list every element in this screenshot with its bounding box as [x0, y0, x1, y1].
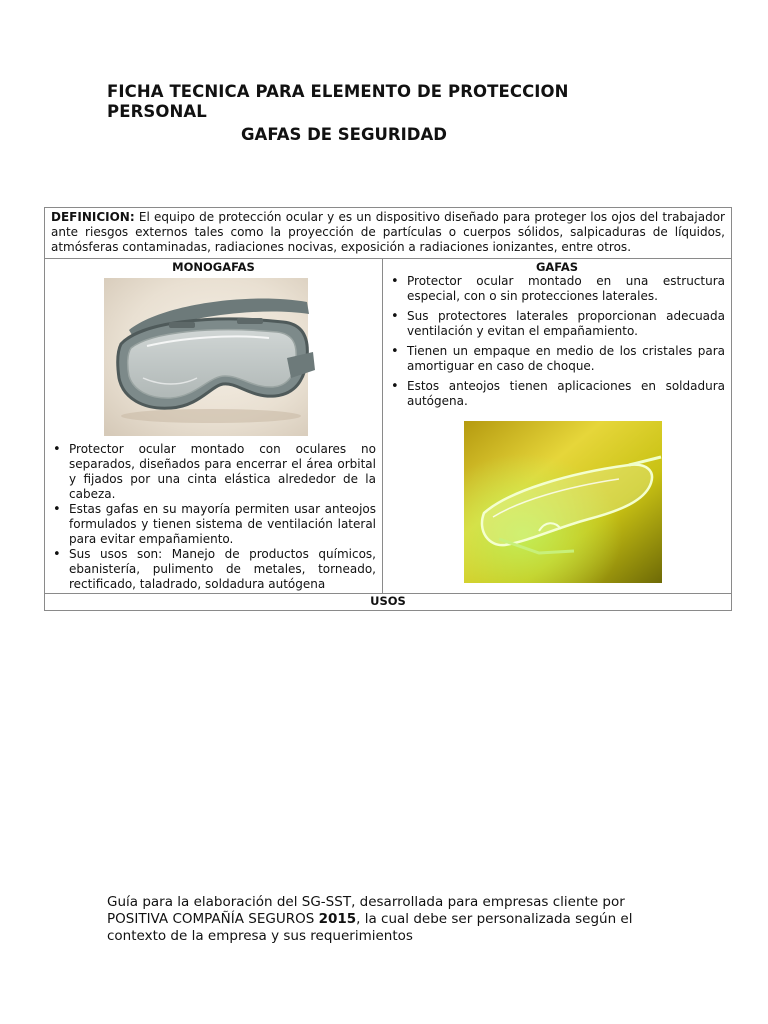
- list-item: • Estas gafas en su mayoría permiten usar anteojos formulados y tienen sistema de ventilación lateral para evitar empañamiento.: [69, 502, 376, 547]
- definition-row: [45, 208, 732, 259]
- document-title: FICHA TECNICA PARA ELEMENTO DE PROTECCION PERSONAL: [107, 82, 569, 121]
- definition-label: DEFINICION:: [51, 210, 135, 224]
- safety-glasses-photo: [389, 421, 725, 583]
- footer-text-before: Guía para la elaboración del SG-SST, desarrollada para empresas cliente por POSITIVA COMPAÑÍA SEGUROS: [107, 894, 625, 927]
- footer-text-after: , la cual debe ser personalizada según el contexto de la empresa y sus requerimientos: [107, 911, 633, 944]
- gafas-header: GAFAS: [535, 260, 579, 274]
- types-row: [45, 259, 732, 594]
- list-item: • Sus usos son: Manejo de productos químicos, ebanistería, pulimento de metales, torneado, rectificado, taladrado, soldadura autógena: [69, 547, 376, 592]
- usos-row: [45, 594, 732, 611]
- technical-sheet-table: [44, 207, 732, 611]
- list-item: • Protector ocular montado en una estructura especial, con o sin protecciones laterales.: [407, 274, 725, 304]
- usos-header: USOS: [45, 594, 732, 611]
- monogafas-header: MONOGAFAS: [172, 260, 255, 274]
- definition-cell: [45, 208, 732, 259]
- list-item: • Estos anteojos tienen aplicaciones en soldadura autógena.: [407, 379, 725, 409]
- definition-text: El equipo de protección ocular y es un dispositivo diseñado para proteger los ojos del trabajador ante riesgos externos tales como la proyección de partículas o cuerpos sólidos, salpicaduras de líquidos, atmósferas contaminadas, radiaciones nocivas, exposición a radiaciones ionizantes, entre otros.: [51, 210, 725, 254]
- list-item: • Tienen un empaque en medio de los cristales para amortiguar en caso de choque.: [407, 344, 725, 374]
- gafas-image: [389, 421, 725, 583]
- monogafas-image: [51, 278, 376, 436]
- monogafas-bullets: [51, 442, 376, 592]
- document-subtitle: GAFAS DE SEGURIDAD: [241, 125, 447, 144]
- list-item: • Sus protectores laterales proporcionan adecuada ventilación y evitan el empañamiento.: [407, 309, 725, 339]
- monogafas-column: [45, 259, 383, 594]
- footer-year: 2015: [318, 911, 357, 927]
- gafas-column: [383, 259, 732, 594]
- footer-note: [107, 894, 667, 945]
- safety-goggles-photo: [51, 278, 376, 436]
- gafas-bullets: [389, 274, 725, 409]
- list-item: • Protector ocular montado con oculares no separados, diseñados para encerrar el área orbital y fijados por una cinta elástica alrededor de la cabeza.: [69, 442, 376, 502]
